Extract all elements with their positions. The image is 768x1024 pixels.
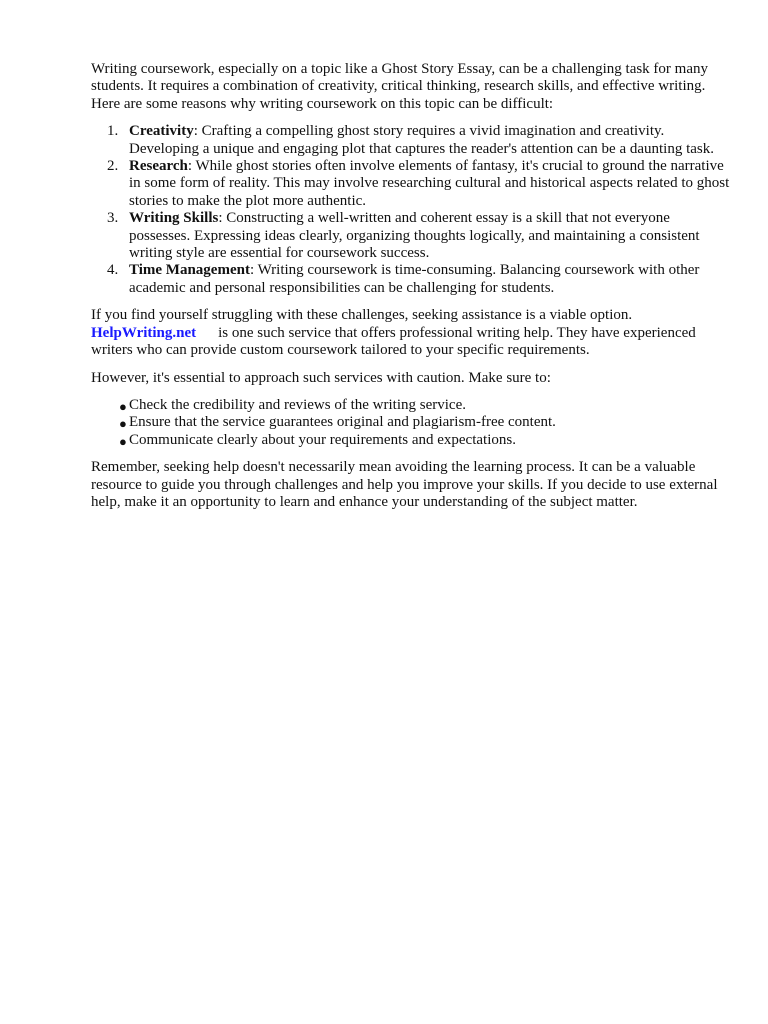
helpwriting-link[interactable]: HelpWriting.net — [91, 324, 197, 341]
tip-text: Ensure that the service guarantees original and plagiarism-free content. — [129, 414, 556, 431]
list-number: 4. — [107, 262, 119, 279]
tip-text: Check the credibility and reviews of the writing service. — [129, 396, 466, 413]
document-page — [91, 61, 731, 511]
reason-item-writing-skills — [91, 210, 731, 262]
reason-term: Creativity — [129, 123, 194, 140]
tips-list — [91, 397, 731, 449]
bullet-icon: ● — [119, 416, 127, 432]
assistance-intro: If you find yourself struggling with these challenges, seeking assistance is a viable option. — [91, 307, 633, 324]
tip-text: Communicate clearly about your requirements and expectations. — [129, 431, 516, 448]
closing-paragraph: Remember, seeking help doesn't necessarily mean avoiding the learning process. It can be a valuable resource to guide you through challenges and help you improve your skills. If you decide to use external help, make it an opportunity to learn and enhance your understanding of the subject matter. — [91, 459, 718, 510]
list-number: 2. — [107, 158, 119, 175]
reason-separator: : — [249, 262, 255, 279]
reason-text: While ghost stories often involve elements of fantasy, it's crucial to ground the narrative in some form of reality. This may involve researching cultural and historical aspects related to ghost stories to make the plot more authentic. — [129, 158, 730, 209]
reason-item-creativity — [91, 123, 731, 158]
bullet-icon: ● — [119, 398, 127, 414]
list-number: 3. — [107, 210, 119, 227]
reason-term: Time Management — [129, 262, 250, 279]
caution-paragraph: However, it's essential to approach such services with caution. Make sure to: — [91, 369, 551, 386]
reasons-list — [91, 123, 731, 297]
reason-item-time-management — [91, 262, 731, 297]
reason-separator: : — [193, 123, 198, 140]
reason-text: Constructing a well-written and coherent essay is a skill that not everyone possesses. Expressing ideas clearly, organizing thoughts logically, and maintaining a consistent writing style are essential for coursework success. — [129, 210, 700, 262]
bullet-icon: ● — [119, 433, 127, 449]
assistance-paragraph — [91, 307, 731, 359]
reason-term: Research — [129, 158, 188, 175]
list-number: 1. — [107, 123, 119, 140]
reason-text: Crafting a compelling ghost story requires a vivid imagination and creativity. Developing a unique and engaging plot that captures the reader's attention can be a daunting task. — [129, 123, 715, 157]
reason-separator: : — [187, 158, 193, 175]
reason-term: Writing Skills — [129, 210, 219, 227]
tip-item — [91, 432, 731, 449]
tip-item — [91, 414, 731, 431]
assistance-rest: is one such service that offers professional writing help. They have experienced writers who can provide custom coursework tailored to your specific requirements. — [91, 324, 696, 359]
tip-item — [91, 397, 731, 414]
reason-separator: : — [218, 210, 223, 227]
reason-text: Writing coursework is time-consuming. Balancing coursework with other academic and personal responsibilities can be challenging for students. — [129, 262, 700, 296]
reason-item-research — [91, 158, 731, 210]
intro-paragraph: Writing coursework, especially on a topic like a Ghost Story Essay, can be a challenging task for many students. It requires a combination of creativity, critical thinking, research skills, and effective writing. Here are some reasons why writing coursework on this topic can be difficult: — [91, 61, 708, 112]
